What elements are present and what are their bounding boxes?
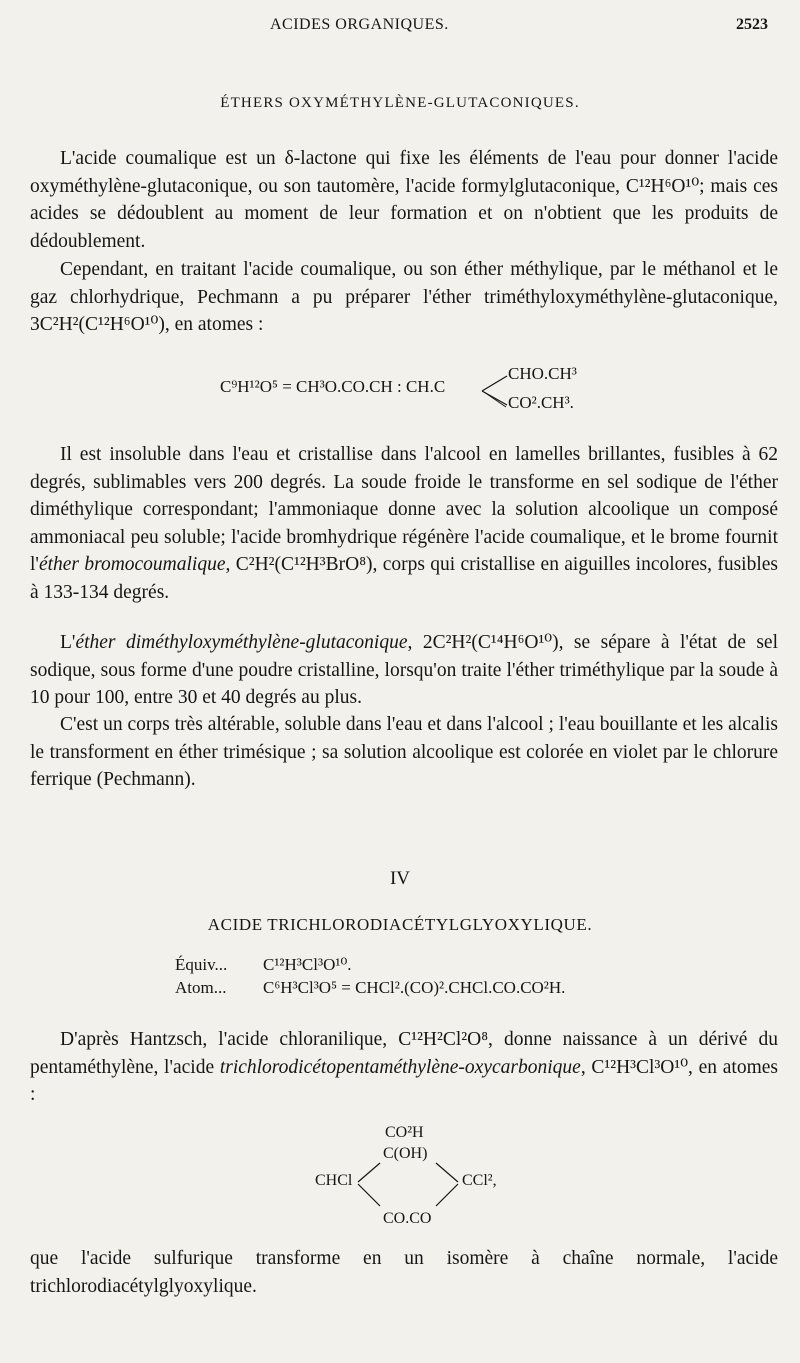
struct-coco: CO.CO (383, 1210, 432, 1227)
paragraph-pechmann-preparation: Cependant, en traitant l'acide coumalique, ou son éther méthylique, par le méthanol et le gaz chlorhydrique, Pechmann a pu préparer l'éther triméthyloxyméthylène-glutaconique, 3C²H²(C¹²H⁶O¹⁰), en atomes : (30, 259, 778, 336)
formula-branch-bottom: CO².CH³. (508, 393, 574, 412)
equiv-value: C¹²H³Cl³O¹⁰. (263, 955, 352, 974)
section-title-ethers: ÉTHERS OXYMÉTHYLÈNE-GLUTACONIQUES. (220, 95, 580, 111)
section-number: IV (389, 868, 411, 889)
struct-co2h: CO²H (385, 1124, 424, 1141)
paragraph-alterable: C'est un corps très altérable, soluble dans l'eau et dans l'alcool ; l'eau bouillante et les alcalis le transforment en éther trimésique ; sa solution alcoolique est colorée en violet par le chlorure ferrique (Pechmann). (30, 714, 778, 791)
term-ether-bromocoumalique: éther bromocoumalique (38, 554, 226, 576)
formula-main: C⁹H¹²O⁵ = CH³O.CO.CH : CH.C (220, 377, 446, 396)
paragraph-coumalic-acid: L'acide coumalique est un δ-lactone qui fixe les éléments de l'eau pour donner l'acide oxyméthylène-glutaconique, ou son tautomère, l'acide formylglutaconique, C¹²H⁶O¹⁰; mais ces acides se dédoublent au moment de leur formation et on n'obtient que les produits de dédoublement. (30, 148, 778, 252)
bond-upper (482, 376, 507, 391)
section-title-acid: ACIDE TRICHLORODIACÉTYLGLYOXYLIQUE. (207, 915, 593, 934)
paragraph-properties: Il est insoluble dans l'eau et cristallise dans l'alcool en lamelles brillantes, fusibles à 62 degrés, sublimables vers 200 degrés. La soude froide le transforme en sel sodique de l'éther diméthylique correspondant; l'ammoniaque donne avec la solution alcoolique un composé ammoniacal peu soluble; l'acide bromhydrique régénère l'acide coumalique, et le brome fournit l'éther bromocoumalique, C²H²(C¹²H³BrO⁸), corps qui cristallise en aiguilles incolores, fusibles à 133-134 degrés. (30, 444, 778, 603)
struct-ccl2: CCl², (462, 1172, 497, 1189)
page-number: 2523 (736, 16, 768, 33)
formula-branch-top: CHO.CH³ (508, 364, 577, 383)
paragraph-isomer: que l'acide sulfurique transforme en un isomère à chaîne normale, l'acide trichlorodiacétylglyoxylique. (30, 1248, 778, 1297)
page-header (0, 10, 800, 40)
struct-chcl: CHCl (315, 1172, 353, 1189)
paragraph-dimethyl-ether: L'éther diméthyloxyméthylène-glutaconique, 2C²H²(C¹⁴H⁶O¹⁰), se sépare à l'état de sel sodique, sous forme d'une poudre cristalline, lorsqu'on traite l'éther triméthylique par la soude à 10 pour 100, entre 30 et 40 degrés au plus. (30, 632, 778, 709)
atom-formula-row (175, 978, 565, 998)
bond-lower (482, 391, 507, 405)
ring-bond-bottom-left (358, 1184, 380, 1206)
term-trichloro-acid: trichlorodicétopentaméthylène-oxycarbonique (219, 1056, 581, 1078)
ring-bond-top-left (358, 1163, 380, 1182)
ring-bond-top-right (436, 1163, 458, 1182)
equiv-label: Équiv... (175, 955, 228, 974)
paragraph-hantzsch: D'après Hantzsch, l'acide chloranilique, C¹²H²Cl²O⁸, donne naissance à un dérivé du pentaméthylène, l'acide trichlorodicétopentaméthylène-oxycarbonique, C¹²H³Cl³O¹⁰, en atomes : (30, 1029, 778, 1106)
term-ether-dimethyl: éther diméthyloxyméthylène-glutaconique (75, 632, 408, 653)
ring-bond-bottom-right (436, 1184, 458, 1206)
atom-label: Atom... (175, 978, 227, 997)
equiv-formula-row (175, 955, 352, 975)
bond-lower-double (484, 392, 506, 407)
struct-coh: C(OH) (383, 1145, 428, 1162)
running-title: ACIDES ORGANIQUES. (270, 16, 449, 33)
atom-value: C⁶H³Cl³O⁵ = CHCl².(CO)².CHCl.CO.CO²H. (263, 978, 566, 997)
